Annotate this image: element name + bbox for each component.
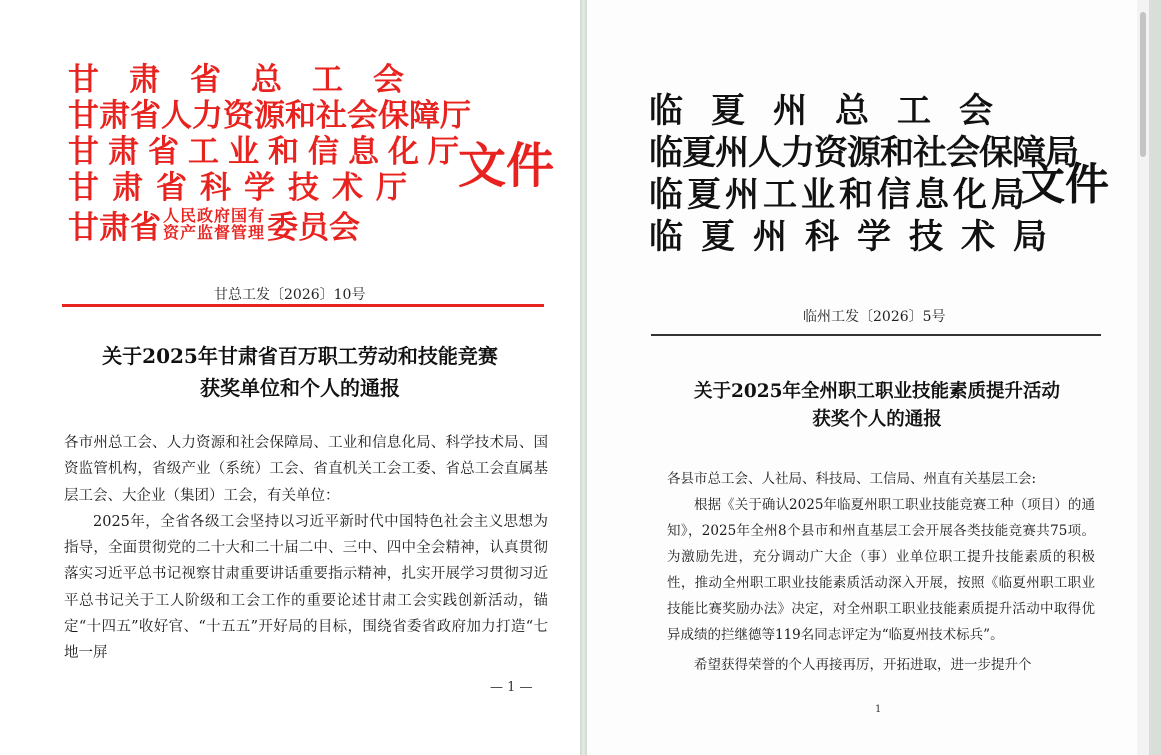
sasac-prefix: 甘肃省 <box>68 209 161 246</box>
right-paragraph-1: 根据《关于确认2025年临夏州职工职业技能竞赛工种（项目）的通知》，2025年全州8个县市和州直基层工会开展各类技能竞赛共75项。为激励先进，充分调动广大企（事）业单位职工提升技能素质的积极性，推动全州职工职业技能素质活动深入开展，按照《临夏州职工职业技能比赛奖励办法》决定，对全州职工职业技能素质提升活动中取得优异成绩的拦继德等119名同志评定为“临夏州技术标兵”。 <box>667 497 1095 643</box>
left-paragraph-1: 2025年，全省各级工会坚持以习近平新时代中国特色社会主义思想为指导，全面贯彻党的二十大和二十届二中、三中、四中全会精神，认真贯彻落实习近平总书记视察甘肃重要讲话重要指示精神，扎实开展学习贯彻习近平总书记关于工人阶级和工会工作的重要论述甘肃工会实践创新活动，锚定“十四五”收好官、“十五五”开好局的目标，围绕省委省政府加力打造“七地一屏 <box>64 513 548 662</box>
left-body <box>64 430 548 667</box>
right-title <box>647 378 1107 434</box>
left-title <box>40 340 560 404</box>
right-document-number: 临州工发〔2026〕5号 <box>803 309 946 325</box>
left-addressee: 各市州总工会、人力资源和社会保障局、工业和信息化局、科学技术局、国资监管机构，省级产业（系统）工会、省直机关工会工委、省总工会直属基层工会、大企业（集团）工会，有关单位： <box>64 435 548 504</box>
right-black-rule <box>651 334 1101 336</box>
vertical-scrollbar[interactable] <box>1137 0 1149 755</box>
right-issuer-1: 临夏州总工会 <box>649 91 1021 131</box>
left-document-word: 文件 <box>458 138 555 194</box>
right-issuer-2: 临夏州人力资源和社会保障局 <box>649 133 1078 173</box>
left-document-number: 甘总工发〔2026〕10号 <box>214 287 366 303</box>
left-red-rule <box>62 304 544 307</box>
right-issuer-3: 临夏州工业和信息化局 <box>649 175 1029 215</box>
left-title-line2: 获奖单位和个人的通报 <box>200 376 400 400</box>
right-document-word: 文件 <box>1021 159 1109 210</box>
left-title-line1: 关于2025年甘肃省百万职工劳动和技能竞赛 <box>102 344 498 368</box>
left-issuer-1: 甘肃省总工会 <box>68 62 434 98</box>
right-paragraph-2: 希望获得荣誉的个人再接再厉，开拓进取，进一步提升个 <box>694 657 1032 673</box>
right-addressee: 各县市总工会、人社局、科技局、工信局、州直有关基层工会: <box>667 471 1037 487</box>
left-page-number: — 1 — <box>490 680 533 695</box>
sasac-small-text <box>163 207 265 241</box>
right-page-number: 1 <box>875 704 882 715</box>
left-issuer-4: 甘肃省科学技术厅 <box>68 170 420 206</box>
sasac-suffix: 委员会 <box>267 209 361 246</box>
left-issuer-2: 甘肃省人力资源和社会保障厅 <box>68 98 471 134</box>
scrollbar-thumb[interactable] <box>1140 12 1146 157</box>
right-body <box>667 466 1095 678</box>
left-issuer-block <box>68 62 471 246</box>
left-document-page <box>0 0 580 755</box>
right-document-page <box>587 0 1149 755</box>
right-issuer-4: 临夏州科学技术局 <box>649 217 1065 257</box>
left-issuer-5 <box>68 206 471 246</box>
right-title-line1: 关于2025年全州职工职业技能素质提升活动 <box>694 381 1060 402</box>
right-title-line2: 获奖个人的通报 <box>812 409 942 430</box>
left-issuer-3: 甘肃省工业和信息化厅 <box>68 134 468 170</box>
page-divider <box>580 0 587 755</box>
right-issuer-block <box>649 90 1078 258</box>
sasac-small-bottom: 资产监督管理 <box>163 223 266 242</box>
sasac-small-top: 人民政府国有 <box>163 206 266 225</box>
